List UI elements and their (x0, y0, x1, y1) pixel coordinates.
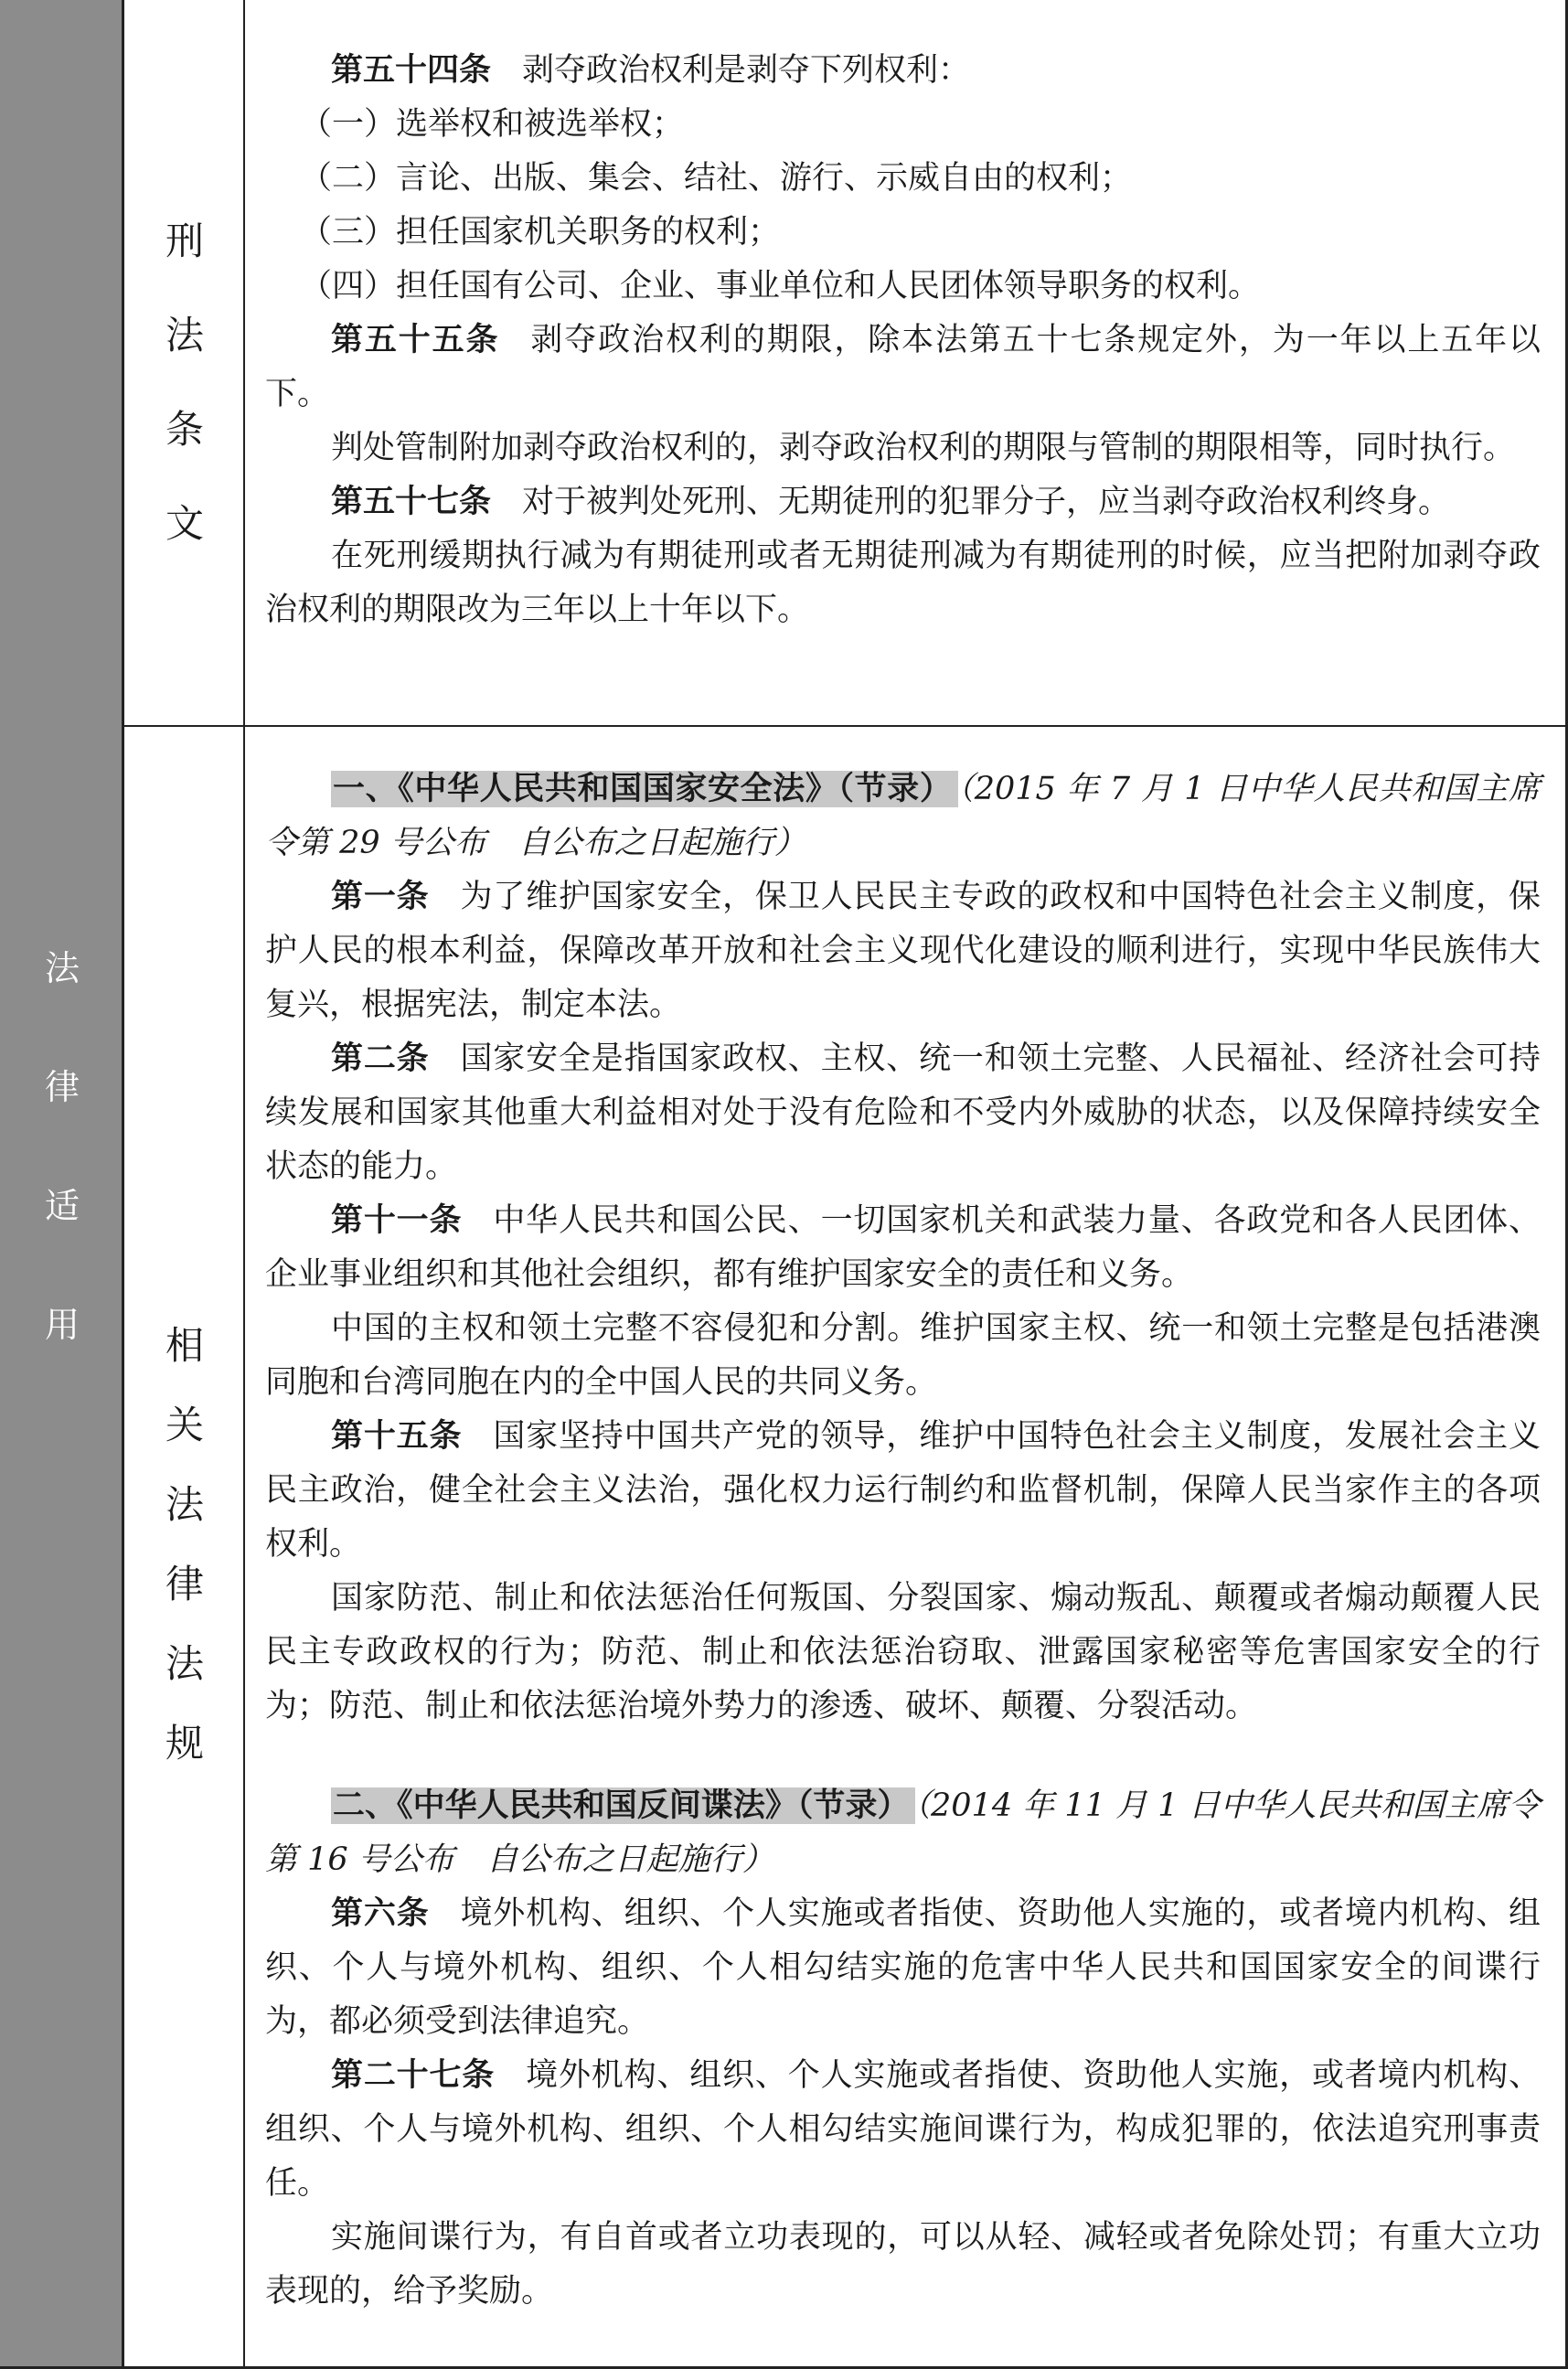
row-label-char: 法 (165, 1641, 204, 1686)
article-paragraph (265, 1194, 1541, 1302)
law-source: （2015 年 7 月 1 日中华人民共和国主席令第 29 号公布 自公布之日起施行） (265, 771, 1541, 861)
article-text: 国家安全是指国家政权、主权、统一和领土完整、人民福祉、经济社会可持续发展和国家其他重大利益相对处于没有危险和不受内外威胁的状态，以及保障持续安全状态的能力。 (265, 1040, 1541, 1185)
article-text: 国家坚持中国共产党的领导，维护中国特色社会主义制度，发展社会主义民主政治，健全社会主义法治，强化权力运行制约和监督机制，保障人民当家作主的各项权利。 (265, 1418, 1541, 1563)
law-heading: 一、《中华人民共和国国家安全法》（节录） (331, 771, 958, 807)
article-number: 第五十七条 (331, 484, 492, 520)
row-label-char: 文 (165, 501, 204, 546)
article-text: （二）言论、出版、集会、结社、游行、示威自由的权利； (300, 160, 1133, 197)
row-label-char: 相 (165, 1323, 204, 1368)
row-label-char: 律 (165, 1562, 204, 1606)
article-paragraph (265, 529, 1541, 637)
row-label-char: 法 (165, 1482, 204, 1527)
article-text: 中国的主权和领土完整不容侵犯和分割。维护国家主权、统一和领土完整是包括港澳同胞和台湾同胞在内的全中国人民的共同义务。 (265, 1310, 1541, 1401)
related-laws (265, 763, 1541, 2319)
criminal-law-articles (265, 44, 1541, 637)
law-heading-paragraph (265, 1779, 1541, 1887)
sidebar-char: 法 (44, 948, 80, 988)
article-paragraph (265, 422, 1541, 475)
article-paragraph (265, 1032, 1541, 1194)
row-label-char: 法 (165, 313, 204, 357)
article-number: 第十一条 (331, 1202, 463, 1239)
article-text: 为了维护国家安全，保卫人民民主专政的政权和中国特色社会主义制度，保护人民的根本利益，保障改革开放和社会主义现代化建设的顺利进行，实现中华民族伟大复兴，根据宪法，制定本法。 (265, 879, 1541, 1023)
article-number: 第五十五条 (331, 322, 500, 358)
article-paragraph (265, 314, 1541, 422)
article-paragraph (265, 206, 1541, 260)
article-paragraph (265, 1887, 1541, 2049)
article-text: （四）担任国有公司、企业、事业单位和人民团体领导职务的权利。 (300, 268, 1261, 304)
sidebar-label (0, 909, 124, 1384)
law-source: （2014 年 11 月 1 日中华人民共和国主席令第 16 号公布 自公布之日起施行） (265, 1787, 1541, 1878)
sidebar-char: 用 (44, 1305, 80, 1345)
sidebar-category (0, 0, 124, 2369)
article-text: 判处管制附加剥夺政治权利的，剥夺政治权利的期限与管制的期限相等，同时执行。 (331, 430, 1516, 466)
article-paragraph (265, 870, 1541, 1032)
article-text: 境外机构、组织、个人实施或者指使、资助他人实施的，或者境内机构、组织、个人与境外机构、组织、个人相勾结实施的危害中华人民共和国国家安全的间谍行为，都必须受到法律追究。 (265, 1895, 1541, 2040)
article-paragraph (265, 152, 1541, 206)
article-text: 境外机构、组织、个人实施或者指使、资助他人实施，或者境内机构、组织、个人与境外机构、组织、个人相勾结实施间谍行为，构成犯罪的，依法追究刑事责任。 (265, 2057, 1541, 2202)
article-text: 在死刑缓期执行减为有期徒刑或者无期徒刑减为有期徒刑的时候，应当把附加剥夺政治权利的期限改为三年以上十年以下。 (265, 538, 1541, 628)
article-paragraph (265, 98, 1541, 152)
row-divider (124, 725, 1568, 727)
row-label-char: 规 (165, 1721, 204, 1766)
sidebar-char: 适 (44, 1186, 80, 1226)
article-paragraph (265, 2211, 1541, 2319)
article-number: 第五十四条 (331, 52, 492, 89)
article-text: 中华人民共和国公民、一切国家机关和武装力量、各政党和各人民团体、企业事业组织和其他社会组织，都有维护国家安全的责任和义务。 (265, 1202, 1541, 1293)
article-number: 第十五条 (331, 1418, 463, 1455)
section-gap (265, 1734, 1541, 1779)
row-label-char: 刑 (165, 219, 204, 263)
law-heading: 二、《中华人民共和国反间谍法》（节录） (331, 1787, 915, 1824)
row-label-char: 关 (165, 1403, 204, 1447)
article-text: （三）担任国家机关职务的权利； (300, 214, 781, 251)
article-paragraph (265, 44, 1541, 98)
article-paragraph (265, 1410, 1541, 1572)
sidebar-char: 律 (44, 1067, 80, 1107)
article-text: （一）选举权和被选举权； (300, 106, 685, 143)
article-paragraph (265, 475, 1541, 529)
row-label-related-laws (124, 1306, 245, 1783)
article-paragraph (265, 260, 1541, 314)
article-paragraph (265, 1572, 1541, 1734)
row-label-char: 条 (165, 407, 204, 452)
article-text: 剥夺政治权利的期限，除本法第五十七条规定外，为一年以上五年以下。 (265, 322, 1541, 412)
article-number: 第一条 (331, 879, 430, 915)
article-paragraph (265, 1302, 1541, 1410)
article-text: 实施间谍行为，有自首或者立功表现的，可以从轻、减轻或者免除处罚；有重大立功表现的，给予奖励。 (265, 2219, 1541, 2310)
article-text: 国家防范、制止和依法惩治任何叛国、分裂国家、煽动叛乱、颠覆或者煽动颠覆人民民主专政政权的行为；防范、制止和依法惩治窃取、泄露国家秘密等危害国家安全的行为；防范、制止和依法惩治境外势力的渗透、破坏、颠覆、分裂活动。 (265, 1580, 1541, 1724)
article-paragraph (265, 2049, 1541, 2211)
article-text: 对于被判处死刑、无期徒刑的犯罪分子，应当剥夺政治权利终身。 (522, 484, 1451, 520)
article-text: 剥夺政治权利是剥夺下列权利： (522, 52, 971, 89)
article-number: 第六条 (331, 1895, 430, 1932)
article-number: 第二条 (331, 1040, 430, 1077)
row-label-criminal-law (124, 194, 245, 571)
law-heading-paragraph (265, 763, 1541, 870)
article-number: 第二十七条 (331, 2057, 496, 2094)
